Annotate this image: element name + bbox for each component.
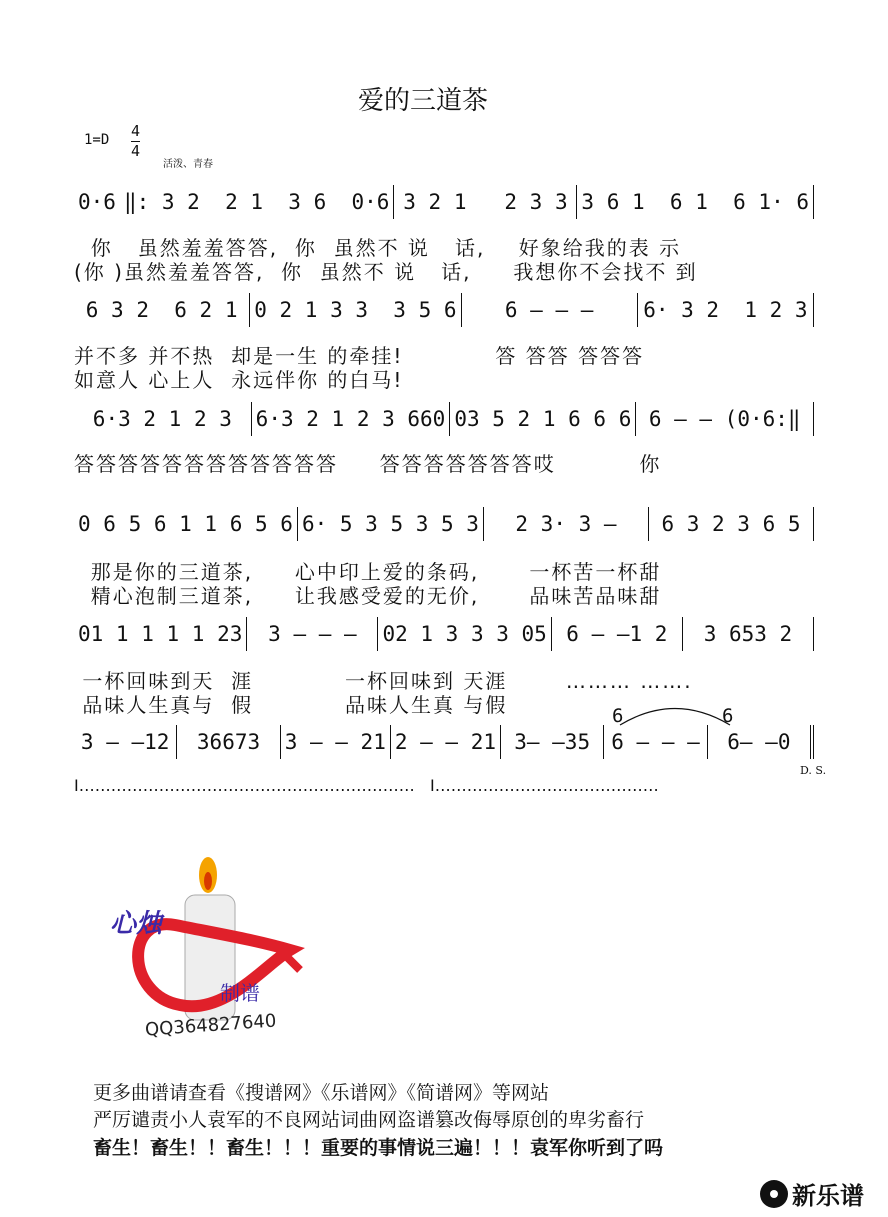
lyric-line: 并不多 并不热 却是一生 的牵挂! 答 答答 答答答 (74, 344, 645, 368)
measure: 01 1 1 1 1 23 (74, 617, 247, 651)
footer-line-1: 更多曲谱请查看《搜谱网》《乐谱网》《简谱网》等网站 (93, 1082, 550, 1104)
measure: 6·3 2 1 2 3 660 (252, 402, 451, 436)
measure: 6·3 2 1 2 3 (74, 402, 252, 436)
notation-row (74, 185, 814, 219)
measure: 6 — —1 2 (552, 617, 683, 651)
tie-note-above-2: 6 (722, 705, 734, 727)
notation-row (74, 617, 814, 651)
measure: 3 2 1 2 3 3 (394, 185, 577, 219)
tie-arc (615, 700, 735, 730)
time-top: 4 (131, 122, 141, 140)
measure: 3 — — 21 (281, 725, 391, 759)
measure: 0·6 (78, 190, 116, 214)
notation-row (74, 293, 814, 327)
measure: 3 6 1 6 1 6 1· 6 (577, 185, 814, 219)
footer-line-3: 畜生！畜生！！畜生！！！重要的事情说三遍！！！袁军你听到了吗 (93, 1137, 664, 1159)
measure: 2 — — 21 (391, 725, 501, 759)
measure: 6· 5 3 5 3 5 3 (298, 507, 484, 541)
measure: ‖: 3 2 2 1 3 6 0·6 (120, 185, 395, 219)
measure: 3— —35 (501, 725, 604, 759)
measure: 3 — —12 (74, 725, 177, 759)
logo-text: 心烛 (110, 909, 163, 939)
brand-logo (760, 1176, 864, 1211)
lyric-line: 答答答答答答答答答答答答 答答答答答答答哎 你 (74, 452, 662, 476)
notation-row (74, 507, 814, 541)
lyric-line: 一杯回味到天 涯 一杯回味到 天涯 ……… ……. (74, 669, 693, 693)
notation-row (74, 402, 814, 436)
measure: 6 — — — (604, 725, 707, 759)
measure: 0 2 1 3 3 3 5 6 (250, 293, 461, 327)
notation-row (74, 725, 814, 759)
measure: 03 5 2 1 6 6 6 (450, 402, 636, 436)
lyric-line: 精心泡制三道茶, 让我感受爱的无价, 品味苦品味甜 (74, 584, 662, 608)
measure: 02 1 3 3 3 05 (378, 617, 551, 651)
measure: 3 653 2 (683, 617, 814, 651)
brand-name: 新乐谱 (792, 1182, 864, 1210)
measure: 6 — — (0·6:‖ (636, 402, 814, 436)
footer-line-2: 严厉谴责小人袁军的不良网站词曲网盗谱篡改侮辱原创的卑劣畜行 (93, 1109, 645, 1131)
logo-made-text: 制谱 (220, 981, 260, 1005)
lyric-line: 品味人生真与 假 品味人生真 与假 (74, 693, 508, 717)
measure: 2 3· 3 — (484, 507, 649, 541)
candle-logo (105, 845, 315, 1045)
key-signature: 1=D (84, 132, 110, 148)
measure: 6 — — — (462, 293, 638, 327)
measure: 6— —0 (708, 725, 814, 759)
tie-note-above-1: 6 (612, 705, 624, 727)
time-signature (131, 122, 140, 161)
song-title: 爱的三道茶 (357, 86, 488, 116)
lyric-line: 那是你的三道茶, 心中印上爱的条码, 一杯苦一杯甜 (74, 560, 662, 584)
measure: 0 6 5 6 1 1 6 5 6 (74, 507, 298, 541)
dal-segno: D. S. (800, 764, 827, 777)
continuation-dots: I……………………………………………………… I…………………………………… (74, 776, 659, 795)
time-bottom: 4 (131, 142, 141, 160)
lyric-line: 你 虽然羞羞答答, 你 虽然不 说 话, 好象给我的表 示 (74, 236, 682, 260)
measure: 6· 3 2 1 2 3 (638, 293, 814, 327)
measure: 3 — — — (247, 617, 378, 651)
tempo-marking: 活泼、青春 (163, 159, 213, 170)
measure: 36673 (177, 725, 280, 759)
logo-qq: QQ364827640 (144, 1010, 277, 1041)
lyric-line: (你 )虽然羞羞答答, 你 虽然不 说 话, 我想你不会找不 到 (74, 260, 698, 284)
measure: 6 3 2 6 2 1 (74, 293, 250, 327)
record-icon (760, 1180, 788, 1208)
lyric-line: 如意人 心上人 永远伴你 的白马! (74, 368, 404, 392)
measure: 6 3 2 3 6 5 (649, 507, 814, 541)
